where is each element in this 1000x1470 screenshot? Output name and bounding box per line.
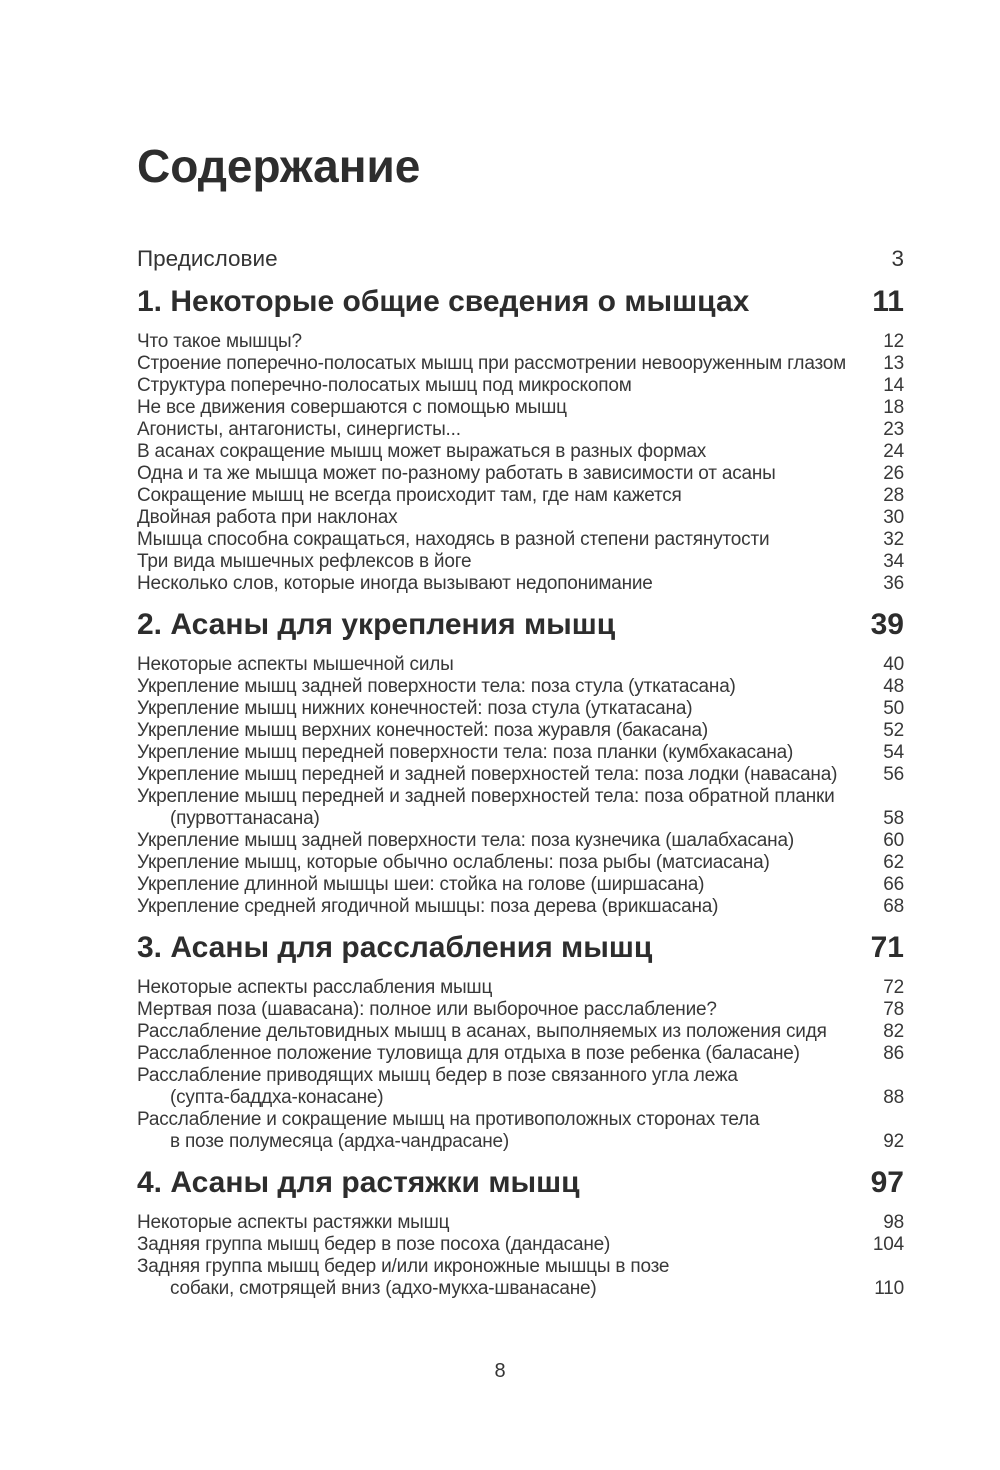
toc-entry [137,764,904,786]
toc-entry-title: Некоторые аспекты мышечной силы [137,654,454,675]
toc-entry-text-block [137,676,862,698]
toc-entry-text-block [137,742,862,764]
toc-entry [137,720,904,742]
toc-entry-page: 78 [883,999,904,1020]
toc-entry-page: 36 [883,573,904,594]
toc-entry-page: 48 [883,676,904,697]
toc-entry [137,852,904,874]
toc-entry-title: Строение поперечно-полосатых мышц при рассмотрении невооруженным глазом [137,353,846,374]
toc-entry-text-block [137,551,862,573]
toc-entry [137,698,904,720]
toc-entry-page: 28 [883,485,904,506]
toc-chapter-heading [137,285,904,319]
toc-entry-text-block [137,419,862,441]
toc-chapter-page: 11 [872,285,904,318]
toc-entry-text-block [137,874,862,896]
toc-entry-text-block [137,654,862,676]
toc-entry-text-block [137,397,862,419]
toc-entry-text-block [137,507,862,529]
toc-entry-title: Задняя группа мышц бедер в позе посоха (дандасане) [137,1234,611,1255]
toc-entry-text-block [137,1021,862,1043]
toc-entry-title: В асанах сокращение мышц может выражаться в разных формах [137,441,707,462]
toc-entry-title: Укрепление мышц, которые обычно ослаблены: поза рыбы (матсиасана) [137,852,770,873]
toc-entry-title: Агонисты, антагонисты, синергисты... [137,419,461,440]
page-title: Содержание [137,140,421,192]
toc-entry-title: Двойная работа при наклонах [137,507,398,528]
toc-entry-title: Три вида мышечных рефлексов в йоге [137,551,472,572]
toc-chapter-heading [137,608,904,642]
toc-entry-text-block [137,896,862,918]
toc-entry-text-block [137,485,862,507]
toc-entry-text-block [137,573,862,595]
toc-entry-page: 26 [883,463,904,484]
toc-entry-page: 30 [883,507,904,528]
toc-entry [137,977,904,999]
toc-entry [137,896,904,918]
toc-entry-page: 68 [883,896,904,917]
toc-entry-title: Несколько слов, которые иногда вызывают недопонимание [137,573,653,594]
toc-entry-title: Расслабление приводящих мышц бедер в позе связанного угла лежа [137,1065,738,1086]
toc-entry-title: Укрепление мышц передней поверхности тела: поза планки (кумбхакасана) [137,742,794,763]
toc-entry-title-continuation: (пурвоттанасана) [170,808,320,829]
toc-entry-text-block [137,1212,862,1234]
toc-chapter-title: 4. Асаны для растяжки мышц [137,1166,580,1199]
toc-entry-title: Некоторые аспекты растяжки мышц [137,1212,450,1233]
toc-entry [137,573,904,595]
toc-entry-text-block [137,977,862,999]
toc-entry-text-block [137,1043,862,1065]
toc-chapter-title: 1. Некоторые общие сведения о мышцах [137,285,750,318]
toc-entry [137,419,904,441]
toc-entry-text-block [137,698,862,720]
toc-entry-text-block [137,1109,862,1153]
toc-entry-title: Мышца способна сокращаться, находясь в разной степени растянутости [137,529,770,550]
toc-entry-text-block [137,852,862,874]
toc-content [137,140,904,1300]
toc-entry-page: 86 [883,1043,904,1064]
toc-entry-page: 58 [883,808,904,829]
toc-preface-label: Предисловие [137,246,278,271]
toc-entry [137,1109,904,1153]
toc-entry-page: 88 [883,1087,904,1108]
toc-entry-title: Структура поперечно-полосатых мышц под микроскопом [137,375,632,396]
toc-entry-title: Расслабленное положение туловища для отдыха в позе ребенка (баласане) [137,1043,800,1064]
toc-entry [137,999,904,1021]
toc-entry [137,485,904,507]
toc-entry [137,786,904,830]
toc-entry-text-block [137,720,862,742]
toc-entry-text-block [137,441,862,463]
toc-entry-title-continuation: (супта-баддха-конасане) [170,1087,384,1108]
toc-chapter-title: 3. Асаны для расслабления мышц [137,931,653,964]
toc-entry-page: 92 [883,1131,904,1152]
toc-entry-title: Укрепление мышц верхних конечностей: поза журавля (бакасана) [137,720,709,741]
toc-entry-title: Мертвая поза (шавасана): полное или выборочное расслабление? [137,999,717,1020]
toc-entry-title: Расслабление и сокращение мышц на противоположных сторонах тела [137,1109,760,1130]
toc-chapter-page: 71 [870,931,904,964]
toc-entry [137,551,904,573]
toc-entry [137,463,904,485]
toc-entry-title: Укрепление средней ягодичной мышцы: поза дерева (врикшасана) [137,896,719,917]
toc-entry-page: 40 [883,654,904,675]
toc-entry-text-block [137,1234,862,1256]
toc-entry-page: 23 [883,419,904,440]
toc-entry [137,375,904,397]
toc-entry-page: 82 [883,1021,904,1042]
toc-entry [137,529,904,551]
toc-chapter-page: 97 [870,1166,904,1199]
toc-entry-page: 56 [883,764,904,785]
toc-chapters [137,285,904,1300]
toc-entry-title: Укрепление мышц задней поверхности тела: поза кузнечика (шалабхасана) [137,830,794,851]
toc-entry-page: 110 [874,1278,904,1299]
toc-entry-page: 14 [883,375,904,396]
toc-entry [137,676,904,698]
toc-entry-title: Что такое мышцы? [137,331,302,352]
toc-entry-title: Некоторые аспекты расслабления мышц [137,977,493,998]
toc-entry-title: Укрепление мышц передней и задней поверхностей тела: поза лодки (навасана) [137,764,838,785]
page-number: 8 [494,1360,506,1382]
toc-entry-page: 24 [883,441,904,462]
toc-entry-page: 62 [883,852,904,873]
toc-preface-page: 3 [891,246,904,271]
toc-chapter-heading [137,931,904,965]
toc-entry-page: 98 [883,1212,904,1233]
toc-entry-text-block [137,1065,862,1109]
toc-entry-title: Укрепление мышц задней поверхности тела: поза стула (уткатасана) [137,676,736,697]
toc-entry-title: Не все движения совершаются с помощью мышц [137,397,567,418]
toc-entry-title: Укрепление длинной мышцы шеи: стойка на голове (ширшасана) [137,874,705,895]
toc-entry-title: Укрепление мышц нижних конечностей: поза стула (уткатасана) [137,698,693,719]
toc-entry-title: Задняя группа мышц бедер и/или икроножные мышцы в позе [137,1256,670,1277]
toc-entry-page: 72 [883,977,904,998]
toc-entry-text-block [137,764,862,786]
toc-chapter-heading [137,1166,904,1200]
toc-entry-page: 66 [883,874,904,895]
toc-entry-page: 52 [883,720,904,741]
toc-entry [137,1256,904,1300]
toc-entry [137,830,904,852]
toc-entry-text-block [137,353,862,375]
toc-entry-page: 18 [883,397,904,418]
toc-entry-page: 12 [883,331,904,352]
toc-entry-text-block [137,830,862,852]
toc-entry-text-block [137,1256,862,1300]
toc-entry [137,1021,904,1043]
toc-entry-title-continuation: в позе полумесяца (ардха-чандрасане) [170,1131,510,1152]
toc-entry-text-block [137,786,862,830]
toc-entry [137,397,904,419]
toc-entry-page: 60 [883,830,904,851]
toc-chapter-page: 39 [870,608,904,641]
toc-entry-text-block [137,529,862,551]
toc-entry-title: Сокращение мышц не всегда происходит там, где нам кажется [137,485,682,506]
toc-entry-page: 104 [872,1234,904,1255]
toc-entry [137,1043,904,1065]
toc-entry [137,441,904,463]
toc-entry [137,331,904,353]
toc-entry-title-continuation: собаки, смотрящей вниз (адхо-мукха-шванасане) [170,1278,597,1299]
toc-entry-text-block [137,463,862,485]
toc-entry-page: 34 [883,551,904,572]
toc-entry [137,742,904,764]
toc-entry [137,654,904,676]
toc-preface-entry [137,246,904,272]
toc-entry [137,507,904,529]
toc-entry-page: 32 [883,529,904,550]
toc-entry-text-block [137,999,862,1021]
toc-entry-title: Одна и та же мышца может по-разному работать в зависимости от асаны [137,463,776,484]
toc-chapter-title: 2. Асаны для укрепления мышц [137,608,616,641]
toc-entry [137,874,904,896]
toc-entry [137,1065,904,1109]
toc-entry [137,1234,904,1256]
toc-entry [137,1212,904,1234]
toc-entry-text-block [137,331,862,353]
toc-entry-page: 50 [883,698,904,719]
toc-entry-text-block [137,375,862,397]
toc-entry-page: 54 [883,742,904,763]
toc-entry-title: Укрепление мышц передней и задней поверхностей тела: поза обратной планки [137,786,835,807]
toc-entry-page: 13 [883,353,904,374]
toc-entry-title: Расслабление дельтовидных мышц в асанах, выполняемых из положения сидя [137,1021,827,1042]
toc-entry [137,353,904,375]
